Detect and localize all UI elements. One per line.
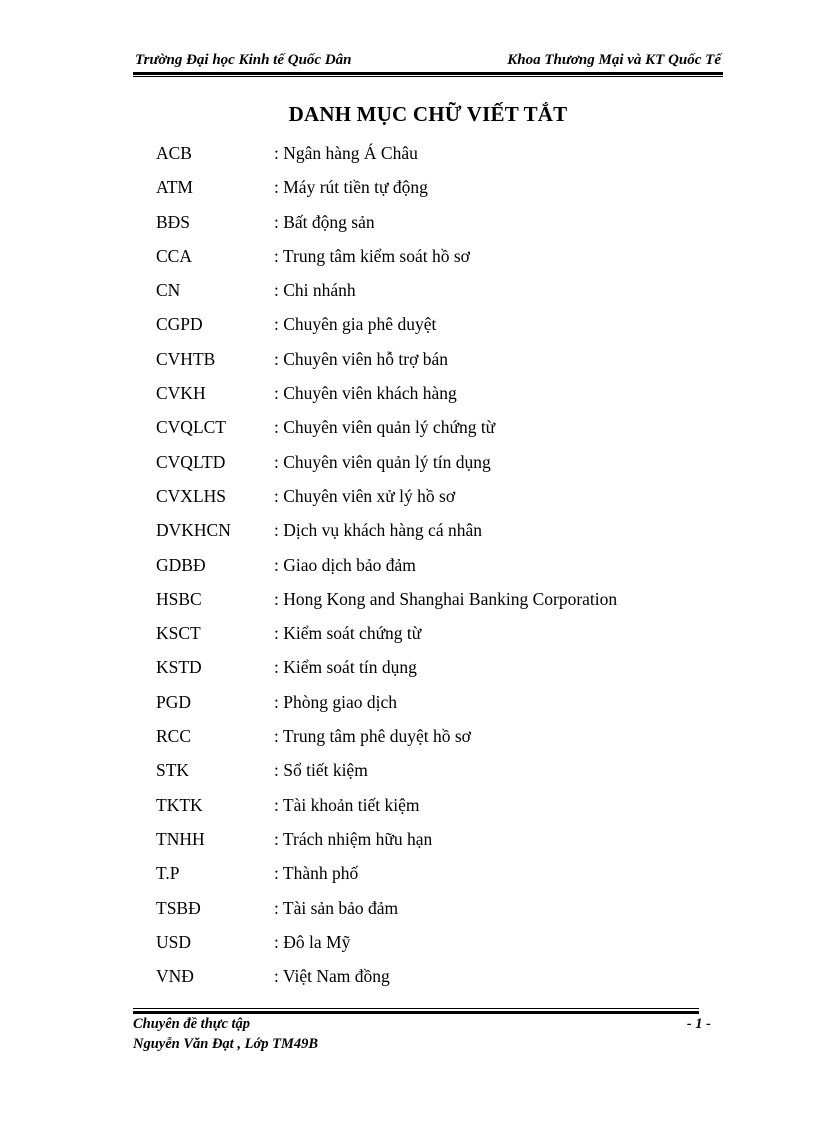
header-rule-thick [133, 72, 723, 75]
abbreviation: T.P [156, 863, 180, 884]
list-item [156, 211, 716, 245]
abbreviation-definition: : Dịch vụ khách hàng cá nhân [274, 520, 482, 541]
abbreviation-definition: : Việt Nam đồng [274, 966, 390, 987]
abbreviation: KSTD [156, 657, 202, 678]
list-item [156, 382, 716, 416]
list-item [156, 416, 716, 450]
header-faculty: Khoa Thương Mại và KT Quốc Tế [507, 52, 721, 68]
list-item [156, 931, 716, 965]
abbreviation-definition: : Kiểm soát chứng từ [274, 623, 422, 644]
abbreviation: CVQLTD [156, 451, 226, 472]
abbreviation-definition: : Chuyên viên quản lý tín dụng [274, 451, 491, 472]
list-item [156, 451, 716, 485]
footer-report-type: Chuyên đề thực tập [133, 1016, 251, 1032]
abbreviation-list [156, 142, 716, 999]
list-item [156, 142, 716, 176]
page-footer [133, 1014, 711, 1054]
abbreviation: GDBĐ [156, 554, 206, 575]
abbreviation-definition: : Trung tâm phê duyệt hồ sơ [274, 726, 471, 747]
list-item [156, 794, 716, 828]
abbreviation: TSBĐ [156, 897, 201, 918]
list-item [156, 519, 716, 553]
list-item [156, 725, 716, 759]
abbreviation: CGPD [156, 314, 203, 335]
abbreviation: ATM [156, 177, 193, 198]
abbreviation: KSCT [156, 623, 201, 644]
header-university: Trường Đại học Kinh tế Quốc Dân [135, 52, 352, 68]
abbreviation: HSBC [156, 588, 202, 609]
abbreviation-definition: : Chuyên viên hỗ trợ bán [274, 348, 449, 369]
page-title: DANH MỤC CHỮ VIẾT TẮT [288, 102, 568, 126]
list-item [156, 348, 716, 382]
page-number: - 1 - [686, 1016, 711, 1032]
header-rule-thin [133, 76, 723, 77]
abbreviation-definition: : Chuyên viên quản lý chứng từ [274, 417, 496, 438]
list-item [156, 828, 716, 862]
abbreviation-definition: : Đô la Mỹ [274, 931, 351, 952]
abbreviation: CCA [156, 245, 192, 266]
page-header [133, 52, 723, 69]
abbreviation: DVKHCN [156, 520, 231, 541]
abbreviation: CVXLHS [156, 485, 227, 506]
abbreviation-definition: : Kiểm soát tín dụng [274, 657, 417, 678]
abbreviation-definition: : Máy rút tiền tự động [274, 177, 428, 198]
abbreviation: VNĐ [156, 966, 194, 987]
footer-author: Nguyễn Văn Đạt , Lớp TM49B [133, 1036, 319, 1052]
footer-rule-thin [133, 1008, 699, 1009]
abbreviation-definition: : Trách nhiệm hữu hạn [274, 828, 433, 849]
list-item [156, 588, 716, 622]
abbreviation-definition: : Chuyên viên xử lý hồ sơ [274, 485, 456, 506]
abbreviation-definition: : Chuyên gia phê duyệt [274, 314, 437, 335]
abbreviation: TKTK [156, 794, 203, 815]
abbreviation: STK [156, 760, 190, 781]
list-item [156, 554, 716, 588]
abbreviation: CVKH [156, 383, 206, 404]
list-item [156, 759, 716, 793]
abbreviation: CVHTB [156, 348, 216, 369]
abbreviation-definition: : Sổ tiết kiệm [274, 760, 368, 781]
list-item [156, 691, 716, 725]
list-item [156, 485, 716, 519]
list-item [156, 176, 716, 210]
abbreviation-definition: : Giao dịch bảo đảm [274, 554, 416, 575]
abbreviation: TNHH [156, 828, 205, 849]
abbreviation-definition: : Tài khoản tiết kiệm [274, 794, 420, 815]
abbreviation-definition: : Trung tâm kiểm soát hồ sơ [274, 245, 470, 266]
abbreviation-definition: : Chi nhánh [274, 280, 356, 301]
list-item [156, 313, 716, 347]
abbreviation: RCC [156, 726, 192, 747]
abbreviation: USD [156, 931, 192, 952]
abbreviation-definition: : Chuyên viên khách hàng [274, 383, 457, 404]
list-item [156, 245, 716, 279]
list-item [156, 965, 716, 999]
list-item [156, 279, 716, 313]
list-item [156, 622, 716, 656]
abbreviation-definition: : Hong Kong and Shanghai Banking Corporation [274, 588, 618, 609]
abbreviation: BĐS [156, 211, 191, 232]
abbreviation-definition: : Ngân hàng Á Châu [274, 143, 418, 163]
abbreviation: CN [156, 280, 181, 301]
abbreviation-definition: : Phòng giao dịch [274, 691, 397, 712]
list-item [156, 656, 716, 690]
list-item [156, 897, 716, 931]
list-item [156, 862, 716, 896]
abbreviation: CVQLCT [156, 417, 226, 438]
abbreviation-definition: : Thành phố [274, 863, 359, 884]
abbreviation: PGD [156, 691, 192, 712]
abbreviation-definition: : Tài sản bảo đảm [274, 897, 399, 918]
abbreviation-definition: : Bất động sản [274, 211, 375, 232]
abbreviation: ACB [156, 143, 192, 163]
